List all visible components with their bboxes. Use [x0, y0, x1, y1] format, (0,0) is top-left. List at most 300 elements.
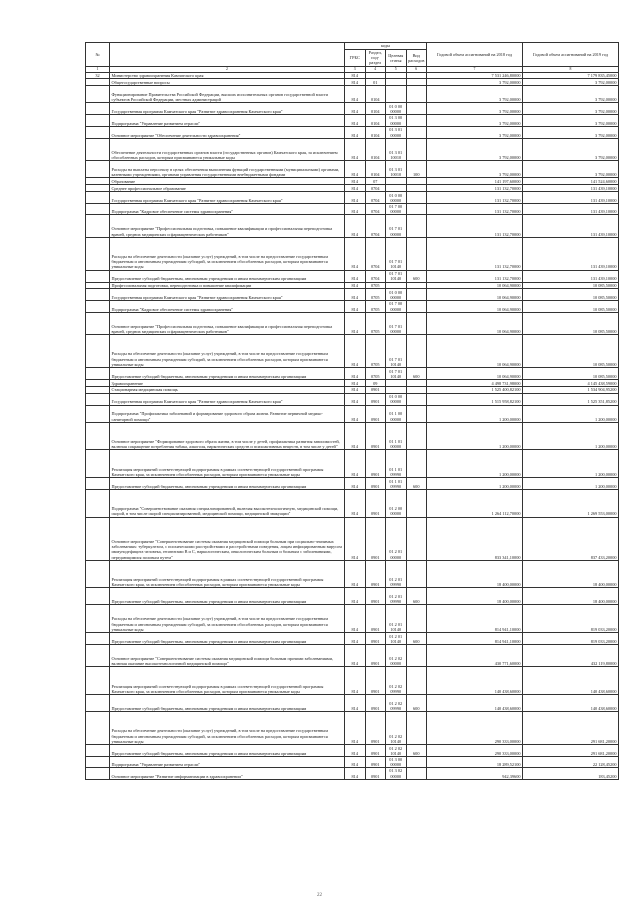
table-row	[86, 185, 619, 192]
row-grbs-cell: 814	[345, 103, 366, 115]
row-target-cell	[386, 386, 407, 393]
table-row	[86, 301, 619, 312]
row-amount-2018-cell: 131 132,70000	[427, 185, 523, 192]
row-expense-cell	[406, 379, 427, 386]
row-grbs-cell: 814	[345, 215, 366, 237]
row-section-cell: 0901	[365, 667, 386, 695]
row-amount-2019-cell: 432 119,80000	[523, 645, 619, 667]
row-amount-2019-cell: 18 400,00000	[523, 560, 619, 588]
row-amount-2019-cell: 4 145 438,59000	[523, 379, 619, 386]
table-row	[86, 667, 619, 695]
row-section-cell: 0705	[365, 312, 386, 334]
row-num-cell	[86, 126, 110, 138]
row-amount-2019-cell: 22 128,45200	[523, 757, 619, 768]
header-grbs: ГРБС	[345, 50, 366, 67]
header-amount-2018: Годовой объем ассигнований на 2018 год	[427, 43, 523, 67]
row-amount-2018-cell: 18 400,00000	[427, 560, 523, 588]
table-row	[86, 379, 619, 386]
row-num-cell	[86, 588, 110, 605]
row-target-cell	[386, 282, 407, 289]
row-num-cell	[86, 270, 110, 282]
row-expense-cell	[406, 712, 427, 745]
row-section-cell: 0704	[365, 185, 386, 192]
row-amount-2019-cell: 10 085,50000	[523, 312, 619, 334]
row-target-cell: 01 2 02 00000	[386, 645, 407, 667]
row-num-cell	[86, 103, 110, 115]
row-amount-2018-cell: 3 792,00000	[427, 161, 523, 178]
row-name-cell: Подпрограмма "Профилактика заболеваний и формирование здорового образа жизни. Развитие первичной медико-санитарной помощи"	[110, 405, 345, 422]
row-num-cell	[86, 450, 110, 478]
row-num-cell	[86, 489, 110, 517]
row-amount-2019-cell: 10 085,50000	[523, 301, 619, 312]
row-amount-2018-cell: 942,39600	[427, 768, 523, 779]
row-section-cell: 0104	[365, 86, 386, 103]
row-section-cell	[365, 72, 386, 79]
row-grbs-cell: 814	[345, 560, 366, 588]
table-row	[86, 203, 619, 214]
header-num: №	[86, 43, 110, 67]
table-body	[86, 72, 619, 779]
table-row	[86, 282, 619, 289]
row-name-cell: Основное мероприятие "Профессиональная подготовка, повышение квалификации и профессиональная переподготовка врачей, средних медицинских и фармацевтических работников"	[110, 312, 345, 334]
row-num-cell	[86, 367, 110, 379]
table-row	[86, 289, 619, 301]
row-name-cell: Среднее профессиональное образование	[110, 185, 345, 192]
row-amount-2018-cell: 140 438,60000	[427, 695, 523, 712]
row-target-cell: 01 7 01 00000	[386, 215, 407, 237]
row-amount-2018-cell: 814 941,10000	[427, 605, 523, 633]
row-amount-2019-cell: 3 792,00000	[523, 103, 619, 115]
row-section-cell: 0901	[365, 695, 386, 712]
row-num-cell	[86, 560, 110, 588]
row-expense-cell	[406, 185, 427, 192]
row-target-cell: 01 2 02 09990	[386, 667, 407, 695]
row-num-cell	[86, 379, 110, 386]
table-row	[86, 312, 619, 334]
row-grbs-cell: 814	[345, 645, 366, 667]
table-row	[86, 126, 619, 138]
row-expense-cell	[406, 86, 427, 103]
row-num-cell	[86, 161, 110, 178]
row-grbs-cell: 814	[345, 237, 366, 270]
row-expense-cell: 100	[406, 161, 427, 178]
row-num-cell	[86, 301, 110, 312]
row-section-cell: 0705	[365, 335, 386, 368]
row-num-cell	[86, 191, 110, 203]
row-grbs-cell: 814	[345, 312, 366, 334]
page-number: 22	[317, 893, 322, 898]
table-row	[86, 450, 619, 478]
row-name-cell: Подпрограмма "Кадровое обеспечение системы здравоохранения"	[110, 301, 345, 312]
row-target-cell: 01 1 00 00000	[386, 405, 407, 422]
row-target-cell: 01 0 00 00000	[386, 191, 407, 203]
row-section-cell: 0901	[365, 588, 386, 605]
row-grbs-cell: 814	[345, 757, 366, 768]
row-amount-2019-cell: 131 439,10000	[523, 215, 619, 237]
row-target-cell: 01 7 00 00000	[386, 203, 407, 214]
row-num-cell	[86, 312, 110, 334]
row-expense-cell: 600	[406, 477, 427, 489]
row-expense-cell	[406, 605, 427, 633]
row-amount-2019-cell: 1 200,00000	[523, 450, 619, 478]
row-target-cell: 01 7 01 10140	[386, 367, 407, 379]
row-section-cell: 0901	[365, 450, 386, 478]
row-num-cell	[86, 138, 110, 160]
row-num-cell	[86, 86, 110, 103]
row-num-cell: 32	[86, 72, 110, 79]
row-num-cell	[86, 215, 110, 237]
table-row	[86, 86, 619, 103]
table-row	[86, 605, 619, 633]
row-section-cell: 0901	[365, 405, 386, 422]
row-section-cell: 0104	[365, 115, 386, 126]
row-amount-2018-cell: 131 132,70000	[427, 203, 523, 214]
row-expense-cell	[406, 386, 427, 393]
table-row	[86, 115, 619, 126]
row-grbs-cell: 814	[345, 588, 366, 605]
row-name-cell: Предоставление субсидий бюджетным, автономным учреждениям и иным некоммерческим организациям	[110, 588, 345, 605]
row-expense-cell	[406, 215, 427, 237]
row-grbs-cell: 814	[345, 126, 366, 138]
row-amount-2018-cell: 10 064,90000	[427, 282, 523, 289]
row-amount-2018-cell: 833 341,10000	[427, 517, 523, 560]
row-grbs-cell: 814	[345, 695, 366, 712]
row-expense-cell: 600	[406, 695, 427, 712]
row-num-cell	[86, 393, 110, 405]
row-section-cell: 0901	[365, 517, 386, 560]
row-amount-2018-cell: 10 064,90000	[427, 367, 523, 379]
row-grbs-cell: 814	[345, 517, 366, 560]
row-num-cell	[86, 633, 110, 645]
row-amount-2018-cell: 10 064,90000	[427, 301, 523, 312]
row-target-cell: 01 7 01 10140	[386, 237, 407, 270]
row-target-cell: 01 2 01 09990	[386, 560, 407, 588]
header-row-top	[86, 43, 619, 50]
row-name-cell: Основное мероприятие "Формирование здорового образа жизни, в том числе у детей, профилактика развития зависимостей, включая сокращение потребления табака, алкоголя, наркотических средств и психоактивных веществ, в том числе у детей"	[110, 422, 345, 450]
row-amount-2018-cell: 10 064,90000	[427, 289, 523, 301]
row-target-cell	[386, 86, 407, 103]
row-section-cell: 0901	[365, 489, 386, 517]
row-name-cell: Стационарная медицинская помощь	[110, 386, 345, 393]
row-section-cell: 0104	[365, 126, 386, 138]
table-row	[86, 215, 619, 237]
row-amount-2019-cell: 10 085,50000	[523, 367, 619, 379]
row-expense-cell	[406, 103, 427, 115]
row-target-cell: 01 3 01 10010	[386, 138, 407, 160]
row-name-cell: Расходы на обеспечение деятельности (оказание услуг) учреждений, в том числе на предоставление государственным бюджетным и автономным учреждениям субсидий, за исключением обособленных расходов, которым присваиваются уникальные коды	[110, 335, 345, 368]
row-target-cell: 01 3 00 00000	[386, 115, 407, 126]
col-number: 8	[523, 66, 619, 72]
table-row	[86, 79, 619, 86]
row-amount-2019-cell: 183,45200	[523, 768, 619, 779]
row-amount-2018-cell: 131 132,70000	[427, 215, 523, 237]
row-grbs-cell: 814	[345, 161, 366, 178]
row-name-cell: Реализация мероприятий соответствующей подпрограммы в рамках соответствующей государственной программы Камчатского края, за исключением обособленных расходов, которым присваиваются уникальные коды	[110, 667, 345, 695]
row-amount-2019-cell: 1 200,00000	[523, 422, 619, 450]
row-section-cell: 0901	[365, 645, 386, 667]
row-grbs-cell: 814	[345, 270, 366, 282]
row-grbs-cell: 814	[345, 86, 366, 103]
row-section-cell: 0901	[365, 560, 386, 588]
row-target-cell	[386, 178, 407, 185]
row-target-cell: 01 7 01 00000	[386, 312, 407, 334]
table-row	[86, 517, 619, 560]
table-row	[86, 489, 619, 517]
table-row	[86, 405, 619, 422]
row-name-cell: Подпрограмма "Кадровое обеспечение системы здравоохранения"	[110, 203, 345, 214]
row-section-cell: 0901	[365, 768, 386, 779]
row-section-cell: 0901	[365, 757, 386, 768]
row-grbs-cell: 814	[345, 191, 366, 203]
row-expense-cell	[406, 203, 427, 214]
row-amount-2018-cell: 3 792,00000	[427, 138, 523, 160]
row-target-cell: 01 2 00 00000	[386, 489, 407, 517]
row-section-cell: 01	[365, 79, 386, 86]
row-grbs-cell: 814	[345, 768, 366, 779]
row-grbs-cell: 814	[345, 712, 366, 745]
header-codes: коды	[345, 43, 427, 50]
table-row	[86, 335, 619, 368]
table-row	[86, 633, 619, 645]
row-amount-2019-cell: 3 792,00000	[523, 161, 619, 178]
row-amount-2019-cell: 3 792,00000	[523, 86, 619, 103]
row-grbs-cell: 814	[345, 72, 366, 79]
row-expense-cell: 600	[406, 633, 427, 645]
row-grbs-cell: 814	[345, 203, 366, 214]
row-name-cell: Профессиональная подготовка, переподготовка и повышение квалификации	[110, 282, 345, 289]
row-name-cell: Расходы на обеспечение деятельности (оказание услуг) учреждений, в том числе на предоставление государственным бюджетным и автономным учреждениям субсидий, за исключением обособленных расходов, которым присваиваются уникальные коды	[110, 237, 345, 270]
col-number: 6	[406, 66, 427, 72]
row-num-cell	[86, 645, 110, 667]
row-amount-2019-cell: 10 085,50000	[523, 335, 619, 368]
row-amount-2018-cell: 131 132,70000	[427, 237, 523, 270]
row-grbs-cell: 814	[345, 633, 366, 645]
row-amount-2018-cell: 1 264 112,70000	[427, 489, 523, 517]
row-target-cell	[386, 185, 407, 192]
row-grbs-cell: 814	[345, 138, 366, 160]
row-amount-2019-cell: 1 200,00000	[523, 405, 619, 422]
row-expense-cell: 600	[406, 270, 427, 282]
row-amount-2019-cell: 10 085,50000	[523, 289, 619, 301]
row-grbs-cell: 814	[345, 477, 366, 489]
table-row	[86, 161, 619, 178]
row-target-cell: 01 3 01 00000	[386, 126, 407, 138]
row-section-cell: 07	[365, 178, 386, 185]
row-amount-2018-cell: 4 498 731,98000	[427, 379, 523, 386]
row-grbs-cell: 814	[345, 282, 366, 289]
col-number: 2	[110, 66, 345, 72]
row-amount-2018-cell: 814 941,10000	[427, 633, 523, 645]
row-target-cell: 01 7 00 00000	[386, 301, 407, 312]
row-num-cell	[86, 237, 110, 270]
row-amount-2018-cell: 131 132,70000	[427, 191, 523, 203]
row-section-cell: 0901	[365, 745, 386, 757]
row-num-cell	[86, 386, 110, 393]
row-target-cell	[386, 379, 407, 386]
row-amount-2018-cell: 3 792,00000	[427, 79, 523, 86]
row-amount-2019-cell: 140 438,60000	[523, 667, 619, 695]
table-row	[86, 191, 619, 203]
row-amount-2019-cell: 140 438,60000	[523, 695, 619, 712]
row-grbs-cell: 814	[345, 379, 366, 386]
row-amount-2018-cell: 140 438,60000	[427, 667, 523, 695]
table-row	[86, 757, 619, 768]
col-number: 4	[365, 66, 386, 72]
row-name-cell: Общегосударственные вопросы	[110, 79, 345, 86]
row-num-cell	[86, 335, 110, 368]
row-grbs-cell: 814	[345, 405, 366, 422]
row-expense-cell	[406, 489, 427, 517]
row-section-cell: 0901	[365, 605, 386, 633]
row-grbs-cell: 814	[345, 393, 366, 405]
col-number: 7	[427, 66, 523, 72]
row-expense-cell	[406, 450, 427, 478]
row-section-cell: 0901	[365, 386, 386, 393]
row-expense-cell	[406, 79, 427, 86]
row-section-cell: 0704	[365, 270, 386, 282]
row-amount-2019-cell: 819 033,20000	[523, 605, 619, 633]
row-grbs-cell: 814	[345, 745, 366, 757]
row-expense-cell	[406, 115, 427, 126]
row-num-cell	[86, 289, 110, 301]
header-amount-2019: Годовой объем ассигнований на 2019 год	[523, 43, 619, 67]
row-name-cell: Основное мероприятие "Обеспечение деятельности здравоохранения"	[110, 126, 345, 138]
table-row	[86, 422, 619, 450]
row-grbs-cell: 814	[345, 289, 366, 301]
row-expense-cell	[406, 138, 427, 160]
row-num-cell	[86, 422, 110, 450]
row-target-cell: 01 7 01 10140	[386, 335, 407, 368]
row-name-cell: Функционирование Правительства Российской Федерации, высших исполнительных органов государственной власти субъектов Российской Федерации, местных администраций	[110, 86, 345, 103]
row-amount-2019-cell: 1 269 553,00000	[523, 489, 619, 517]
row-name-cell: Здравоохранение	[110, 379, 345, 386]
row-target-cell: 01 0 00 00000	[386, 103, 407, 115]
row-amount-2019-cell: 131 439,10000	[523, 191, 619, 203]
row-name-cell: Предоставление субсидий бюджетным, автономным учреждениям и иным некоммерческим организациям	[110, 745, 345, 757]
row-num-cell	[86, 115, 110, 126]
row-amount-2019-cell: 291 681,20000	[523, 745, 619, 757]
row-expense-cell	[406, 517, 427, 560]
row-name-cell: Предоставление субсидий бюджетным, автономным учреждениям и иным некоммерческим организациям	[110, 367, 345, 379]
row-expense-cell	[406, 282, 427, 289]
row-amount-2018-cell: 430 771,60000	[427, 645, 523, 667]
row-amount-2019-cell: 1 534 904,95200	[523, 386, 619, 393]
row-grbs-cell: 814	[345, 335, 366, 368]
row-amount-2019-cell: 3 792,00000	[523, 138, 619, 160]
row-target-cell: 01 2 02 09990	[386, 695, 407, 712]
row-section-cell: 0901	[365, 633, 386, 645]
row-section-cell: 0104	[365, 103, 386, 115]
row-section-cell: 0901	[365, 712, 386, 745]
row-amount-2019-cell: 819 033,20000	[523, 633, 619, 645]
row-expense-cell	[406, 72, 427, 79]
row-target-cell: 01 3 00 00000	[386, 757, 407, 768]
row-amount-2018-cell: 10 064,90000	[427, 335, 523, 368]
row-amount-2019-cell: 837 433,20000	[523, 517, 619, 560]
row-amount-2018-cell: 10 064,90000	[427, 312, 523, 334]
row-amount-2018-cell: 290 333,00000	[427, 745, 523, 757]
row-name-cell: Реализация мероприятий соответствующей подпрограммы в рамках соответствующей государственной программы Камчатского края, за исключением обособленных расходов, которым присваиваются уникальные коды	[110, 450, 345, 478]
table-row	[86, 237, 619, 270]
row-expense-cell	[406, 301, 427, 312]
row-amount-2018-cell: 3 792,00000	[427, 86, 523, 103]
row-name-cell: Государственная программа Камчатского края "Развитие здравоохранения Камчатского края"	[110, 289, 345, 301]
row-grbs-cell: 814	[345, 178, 366, 185]
header-section: Раздел, под-раздел	[365, 50, 386, 67]
row-section-cell: 0705	[365, 367, 386, 379]
row-name-cell: Подпрограмма "Совершенствование оказания специализированной, включая высокотехнологичную, медицинской помощи, скорой, в том числе скорой специализированной, медицинской помощи, медицинской эвакуации"	[110, 489, 345, 517]
row-name-cell: Подпрограмма "Управление развитием отрасли"	[110, 757, 345, 768]
row-num-cell	[86, 605, 110, 633]
row-expense-cell	[406, 289, 427, 301]
row-amount-2019-cell: 141 524,60000	[523, 178, 619, 185]
table-row	[86, 367, 619, 379]
row-amount-2019-cell: 10 085,50000	[523, 282, 619, 289]
row-expense-cell	[406, 237, 427, 270]
row-target-cell: 01 2 01 09990	[386, 588, 407, 605]
row-section-cell: 0901	[365, 477, 386, 489]
row-grbs-cell: 814	[345, 115, 366, 126]
row-name-cell: Основное мероприятие "Совершенствование системы оказания медицинской помощи больным прочими заболеваниями, включая оказание высокотехнологичной медицинской помощи"	[110, 645, 345, 667]
table-row	[86, 270, 619, 282]
row-expense-cell	[406, 335, 427, 368]
row-num-cell	[86, 712, 110, 745]
row-expense-cell	[406, 393, 427, 405]
row-num-cell	[86, 667, 110, 695]
row-target-cell: 01 3 01 10010	[386, 161, 407, 178]
row-target-cell: 01 1 01 09990	[386, 477, 407, 489]
row-name-cell: Расходы на выплаты персоналу в целях обеспечения выполнения функций государственными (муниципальными) органами, казенными учреждениями, органами управления государственными внебюджетными фондами	[110, 161, 345, 178]
row-num-cell	[86, 477, 110, 489]
row-section-cell: 0901	[365, 422, 386, 450]
row-name-cell: Предоставление субсидий бюджетным, автономным учреждениям и иным некоммерческим организациям	[110, 633, 345, 645]
table-row	[86, 768, 619, 779]
budget-table	[85, 42, 619, 780]
header-expense-type: Вид расходов	[406, 50, 427, 67]
row-name-cell: Основное мероприятие "Развитие информатизации в здравоохранении"	[110, 768, 345, 779]
row-grbs-cell: 814	[345, 301, 366, 312]
row-expense-cell	[406, 312, 427, 334]
row-name-cell: Основное мероприятие "Совершенствование системы оказания медицинской помощи больным при социально-значимых заболеваниях: туберкулезом, с психическими расстройствами и расстройствами поведения, лицам инфицированным вирусом иммунодефицита человека, гепатитами В и С, наркологическим, онкологическим больным и больным с заболеваниями, передающимися половым путем"	[110, 517, 345, 560]
table-row	[86, 386, 619, 393]
row-target-cell: 01 7 01 10140	[386, 270, 407, 282]
row-amount-2019-cell: 131 439,10000	[523, 203, 619, 214]
row-amount-2018-cell: 3 792,00000	[427, 126, 523, 138]
row-num-cell	[86, 768, 110, 779]
row-expense-cell: 600	[406, 588, 427, 605]
row-amount-2019-cell: 3 792,00000	[523, 79, 619, 86]
row-grbs-cell: 814	[345, 386, 366, 393]
row-amount-2019-cell: 1 525 351,85200	[523, 393, 619, 405]
table-row	[86, 712, 619, 745]
table-row	[86, 695, 619, 712]
table-row	[86, 745, 619, 757]
row-expense-cell	[406, 645, 427, 667]
row-section-cell: 0104	[365, 161, 386, 178]
row-name-cell: Предоставление субсидий бюджетным, автономным учреждениям и иным некоммерческим организациям	[110, 477, 345, 489]
row-target-cell: 01 3 02 00000	[386, 768, 407, 779]
row-amount-2018-cell: 141 197,60000	[427, 178, 523, 185]
row-grbs-cell: 814	[345, 667, 366, 695]
row-amount-2018-cell: 1 200,00000	[427, 405, 523, 422]
header-target: Целевая статья	[386, 50, 407, 67]
row-target-cell: 01 2 02 10140	[386, 712, 407, 745]
row-name-cell: Предоставление субсидий бюджетным, автономным учреждениям и иным некоммерческим организациям	[110, 695, 345, 712]
row-section-cell: 0704	[365, 203, 386, 214]
row-amount-2019-cell: 131 439,10000	[523, 185, 619, 192]
row-section-cell: 0104	[365, 138, 386, 160]
row-section-cell: 0705	[365, 282, 386, 289]
